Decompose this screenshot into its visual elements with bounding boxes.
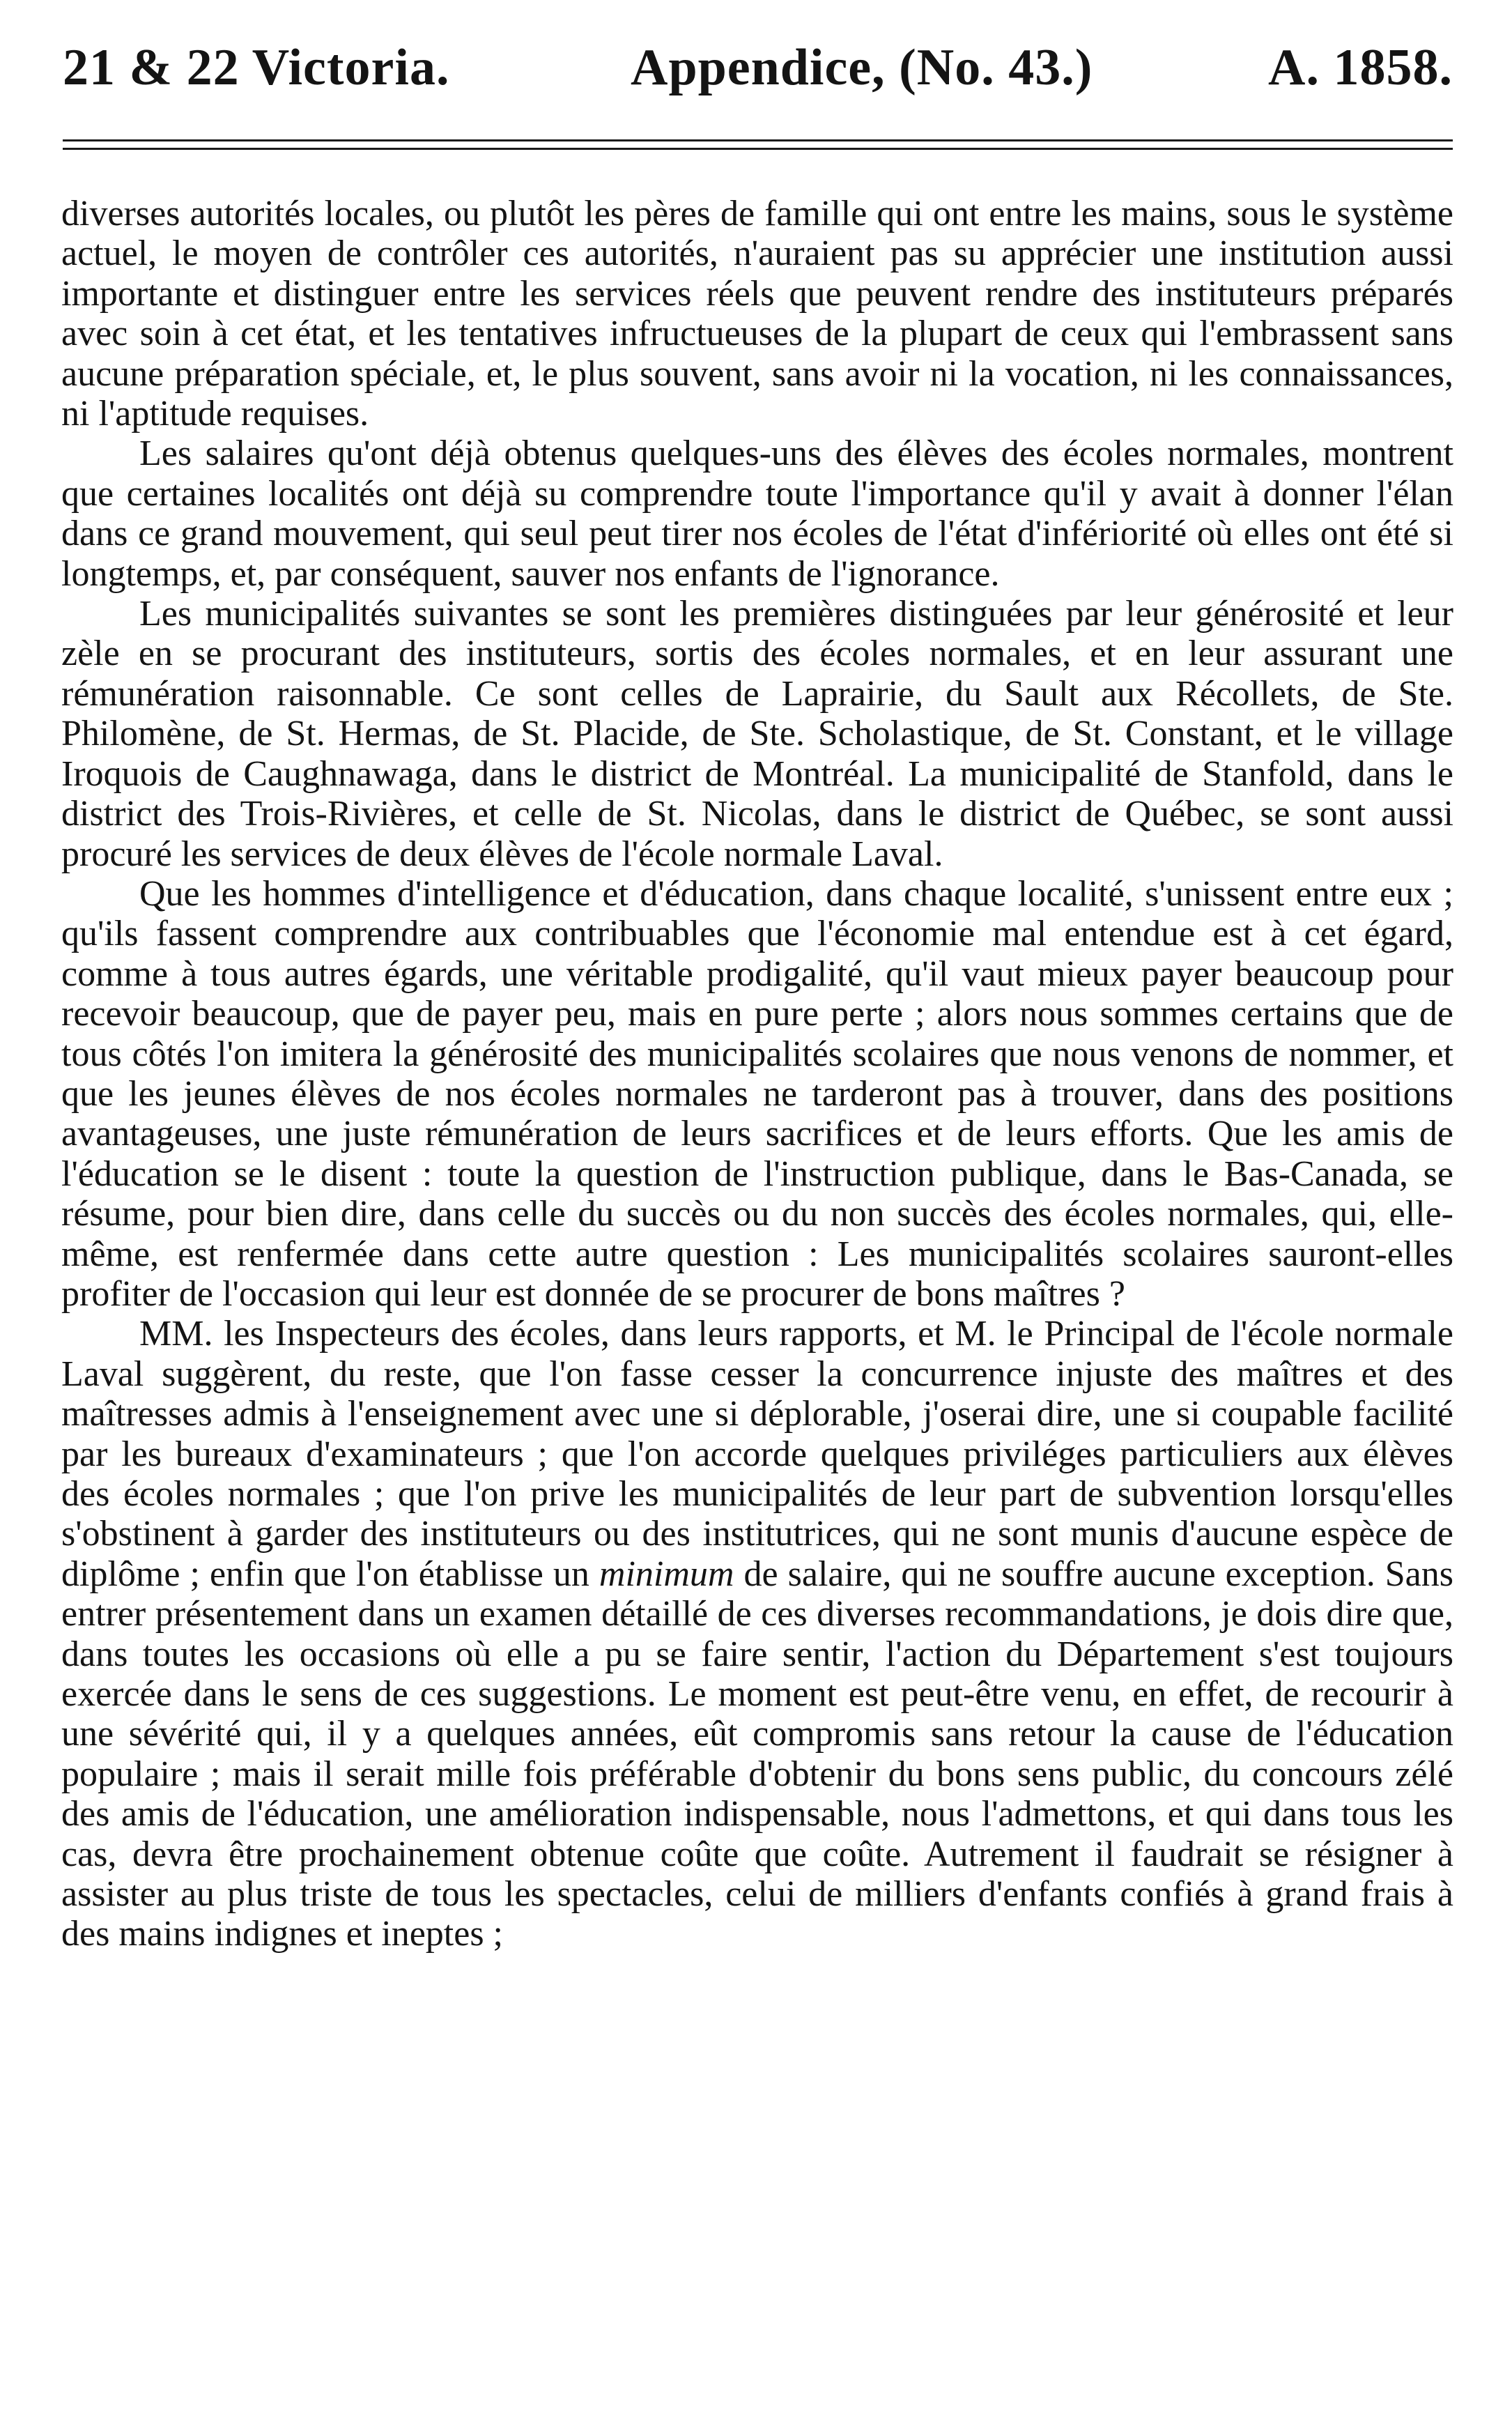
paragraph-inspectors bbox=[61, 1314, 1453, 1954]
header-rule-bottom bbox=[63, 148, 1453, 150]
header-appendix: Appendice, (No. 43.) bbox=[631, 39, 1093, 96]
body-text bbox=[61, 194, 1453, 1954]
paragraph-continued: diverses autorités locales, ou plutôt les pères de famille qui ont entre les mains, sous le système actuel, le moyen de contrôler ces autorités, n'auraient pas su apprécier une institution aussi importante et distinguer entre les services réels que peuvent rendre des instituteurs préparés avec soin à cet état, et les tentatives infructueuses de la plupart de ceux qui l'embrassent sans aucune préparation spéciale, et, le plus souvent, sans avoir ni la vocation, ni les connaissances, ni l'aptitude requises. bbox=[61, 194, 1453, 434]
paragraph-municipalities: Les municipalités suivantes se sont les premières distinguées par leur générosité et leur zèle en se procurant des instituteurs, sortis des écoles normales, et en leur assurant une rémunération raisonnable. Ce sont celles de Laprairie, du Sault aux Récollets, de Ste. Philomène, de St. Hermas, de St. Placide, de Ste. Scholastique, de St. Constant, et le village Iroquois de Caughnawaga, dans le district de Montréal. La municipalité de Stanfold, dans le district des Trois-Rivières, et celle de St. Nicolas, dans le district de Québec, se sont aussi procuré les services de deux élèves de l'école normale Laval. bbox=[61, 594, 1453, 874]
header-session: 21 & 22 Victoria. bbox=[63, 39, 450, 96]
paragraph-inspectors-part-1: MM. les Inspecteurs des écoles, dans leurs rapports, et M. le Principal de l'école normale Laval suggèrent, du reste, que l'on fasse cesser la concurrence injuste des maîtres et des maîtresses admis à l'enseignement avec une si déplorable, j'oserai dire, une si coupable facilité par les bureaux d'examinateurs ; que l'on accorde quelques priviléges particuliers aux élèves des écoles normales ; que l'on prive les municipalités de leur part de subvention lorsqu'elles s'obstinent à garder des instituteurs ou des institutrices, qui ne sont munis d'aucune espèce de diplôme ; enfin que l'on établisse un bbox=[61, 1314, 1453, 1594]
paragraph-salaries: Les salaires qu'ont déjà obtenus quelques-uns des élèves des écoles normales, montrent que certaines localités ont déjà su comprendre toute l'importance qu'il y avait à donner l'élan dans ce grand mouvement, qui seul peut tirer nos écoles de l'état d'infériorité où elles ont été si longtemps, et, par conséquent, sauver nos enfants de l'ignorance. bbox=[61, 434, 1453, 594]
running-header bbox=[63, 29, 1453, 106]
paragraph-appeal: Que les hommes d'intelligence et d'éducation, dans chaque localité, s'unissent entre eux ; qu'ils fassent comprendre aux contribuables que l'économie mal entendue est à cet égard, comme à tous autres égards, une véritable prodigalité, qu'il vaut mieux payer beaucoup pour recevoir beaucoup, que de payer peu, mais en pure perte ; alors nous sommes certains que de tous côtés l'on imitera la générosité des municipalités scolaires que nous venons de nommer, et que les jeunes élèves de nos écoles normales ne tarderont pas à trouver, dans des positions avantageuses, une juste rémunération de leurs sacrifices et de leurs efforts. Que les amis de l'éducation se le disent : toute la question de l'instruction publique, dans le Bas-Canada, se résume, pour bien dire, dans celle du succès ou du non succès des écoles normales, qui, elle-même, est renfermée dans cette autre question : Les municipalités scolaires sauront-elles profiter de l'occasion qui leur est donnée de se procurer de bons maîtres ? bbox=[61, 873, 1453, 1314]
paragraph-inspectors-part-2: de salaire, qui ne souffre aucune exception. Sans entrer présentement dans un examen détaillé de ces diverses recommandations, je dois dire que, dans toutes les occasions où elle a pu se faire sentir, l'action du Département s'est toujours exercée dans le sens de ces suggestions. Le moment est peut-être venu, en effet, de recourir à une sévérité qui, il y a quelques années, eût compromis sans retour la cause de l'éducation populaire ; mais il serait mille fois préférable d'obtenir du bons sens public, du concours zélé des amis de l'éducation, une amélioration indispensable, nous l'admettons, et qui dans tous les cas, devra être prochainement obtenue coûte que coûte. Autrement il faudrait se résigner à assister au plus triste de tous les spectacles, celui de milliers d'enfants confiés à grand frais à des mains indignes et ineptes ; bbox=[61, 1554, 1454, 1954]
header-rule-top bbox=[63, 139, 1453, 141]
header-year: A. 1858. bbox=[1268, 39, 1453, 96]
italic-term: minimum bbox=[599, 1554, 734, 1594]
